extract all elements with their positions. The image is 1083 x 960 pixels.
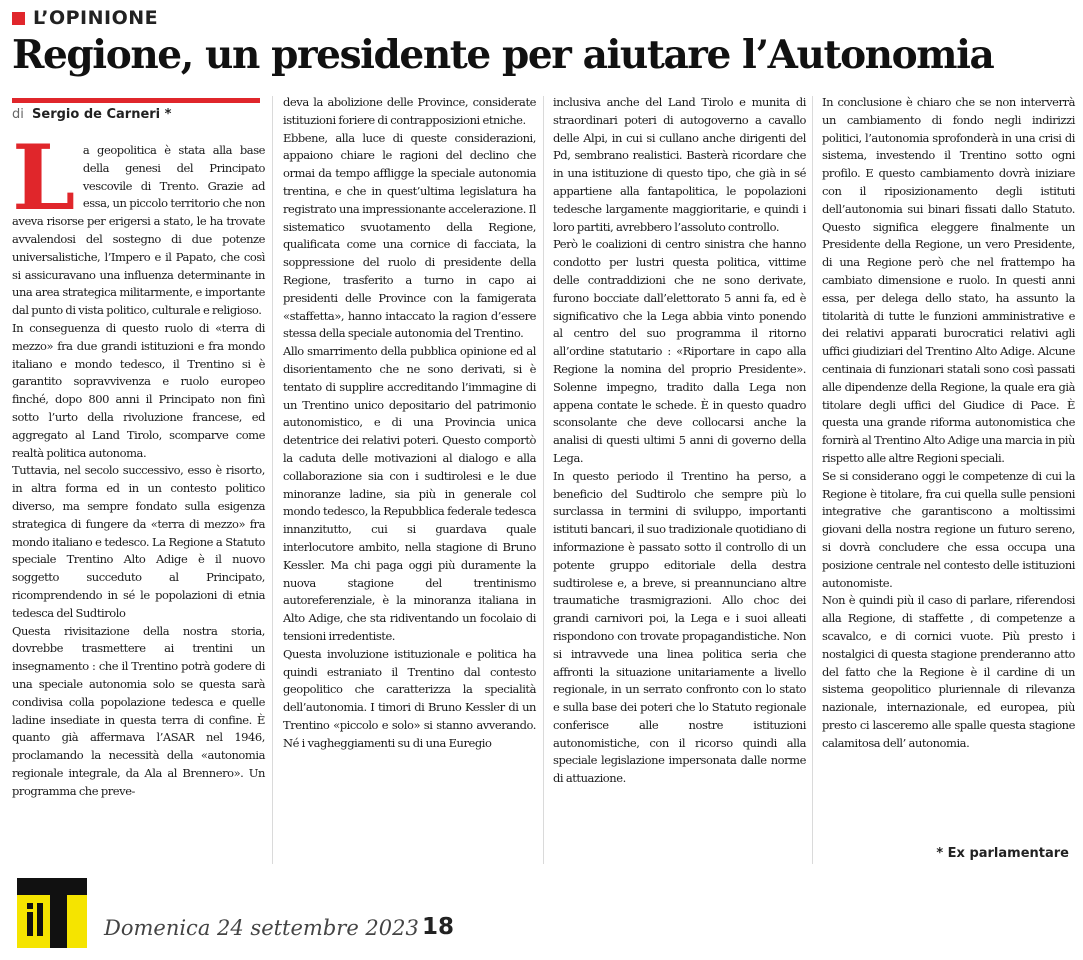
- paragraph: Non è quindi più il caso di parlare, riferendosi alla Regione, di staffette , di competenze a scavalco, e di cornici vuote. Più presto i nostalgici di questa stagione prenderanno atto del fatto che la Regione è il cardine di un sistema geopolitico pluriennale di rilevanza nazionale, internazionale, ed europea, più presto ci lasceremo alle spalle questa stagione calamitosa dell’ autonomia.: [822, 593, 1075, 750]
- paragraph: deva la abolizione delle Province, considerate istituzioni foriere di contrapposizioni etniche.: [283, 95, 536, 127]
- paragraph: In conseguenza di questo ruolo di «terra di mezzo» fra due grandi istituzioni e fra mondo italiano e mondo tedesco, il Trentino si è garantito sopravvivenza e ruolo europeo finché, dopo 800 anni il Principato non finì sotto l’urto della rivoluzione francese, ed aggregato al Land Tirolo, scomparve come realtà politica autonoma.: [12, 320, 265, 460]
- author-name: Sergio de Carneri *: [32, 107, 172, 122]
- paragraph: Tuttavia, nel secolo successivo, esso è risorto, in altra forma ed in un contesto politico diverso, ma sempre fondato sulla esigenza strategica di fungere da «terra di mezzo» fra mondo italiano e tedesco. La Regione a Statuto speciale Trentino Alto Adige è il nuovo soggetto succeduto al Principato, ricomprendendo in sé le popolazioni di etnia tedesca del Sudtirolo: [12, 463, 265, 620]
- byline-prefix: di: [12, 107, 24, 122]
- section-title: L’OPINIONE: [33, 7, 159, 29]
- logo-l-stem: [37, 903, 43, 936]
- logo-i-stem: [27, 912, 33, 936]
- article-headline: Regione, un presidente per aiutare l’Autonomia: [12, 32, 994, 78]
- issue-date: Domenica 24 settembre 2023: [104, 916, 419, 940]
- section-label: [12, 6, 158, 30]
- byline: [12, 107, 171, 122]
- logo-i-dot: [27, 903, 33, 909]
- column-divider: [812, 96, 813, 864]
- paragraph: Se si considerano oggi le competenze di cui la Regione è titolare, fra cui quella sulle pensioni integrative che garantiscono a moltissimi giovani della nostra regione un futuro sereno, si dovrà concludere che essa occupa una posizione centrale nel contesto delle istituzioni autonomiste.: [822, 468, 1075, 590]
- paragraph: Ebbene, alla luce di queste considerazioni, appaiono chiare le ragioni del declino che ormai da tempo affligge la speciale autonomia trentina, e che in quest’ultima legislatura ha registrato una impressionante accelerazione. Il sistematico svuotamento della Regione, qualificata come una cornice di facciata, la soppressione del ruolo di presidente della Regione, trasferito a turno in capo ai presidenti delle Province con la famigerata «staffetta», hanno intaccato la ragion d’essere stessa della speciale autonomia del Trentino.: [283, 130, 536, 341]
- paragraph: Però le coalizioni di centro sinistra che hanno condotto per lustri questa politica, vittime delle contraddizioni che ne sono derivate, furono bocciate dall’elettorato 5 anni fa, ed è significativo che la Lega abbia vinto ponendo al centro del suo programma il ritorno all’ordine statutario : «Riportare in capo alla Regione la nomina del proprio Presidente». Solenne impegno, tradito dalla Lega non appena contate le schede. È in questo quadro sconsolante che deve collocarsi anche la analisi di questi ultimi 5 anni di governo della Lega.: [553, 237, 806, 465]
- article-column-2: [283, 94, 536, 752]
- paragraph: Questa involuzione istituzionale e politica ha quindi estraniato il Trentino dal contesto geopolitico che caratterizza la specialità dell’autonomia. I timori di Bruno Kessler di un Trentino «piccolo e solo» si stanno avverando. Né i vagheggiamenti su di una Euregio: [283, 646, 536, 750]
- column-divider: [543, 96, 544, 864]
- author-signature: * Ex parlamentare: [936, 846, 1069, 861]
- logo-t-stem: [50, 878, 67, 948]
- paragraph: a geopolitica è stata alla base della genesi del Principato vescovile di Trento. Grazie ad essa, un piccolo territorio che non aveva risorse per erigersi a stato, le ha trovate avvalendosi del sostegno di due potenze universalistiche, l’Impero e il Papato, che così si assicuravano una influenza determinante in una area strategica militarmente, e importante dal punto di vista politico, culturale e religioso.: [12, 143, 265, 318]
- page-number: 18: [422, 914, 455, 940]
- column-divider: [272, 96, 273, 864]
- paragraph: Questa rivisitazione della nostra storia, dovrebbe trasmettere ai trentini un insegnamento : che il Trentino potrà godere di una speciale autonomia solo se questa sarà condivisa colla popolazione tedesca e quelle ladine insediate in questa terra di confine. È quanto già affermava l’ASAR nel 1946, proclamando la necessità della «autonomia regionale integrale, da Ala al Brennero». Un programma che preve-: [12, 623, 265, 798]
- article-column-3: [553, 94, 806, 788]
- byline-red-bar: [12, 98, 260, 103]
- paragraph: In conclusione è chiaro che se non interverrà un cambiamento di fondo negli indirizzi politici, l’autonomia sprofonderà in una crisi di sistema, investendo il Trentino sotto ogni profilo. E questo cambiamento dovrà iniziare con il riposizionamento degli istituti dell’autonomia sui binari fissati dallo Statuto. Questo significa eleggere finalmente un Presidente della Regione, un vero Presidente, di una Regione però che nel frattempo ha cambiato dimensione e ruolo. In questi anni essa, per delega dello stato, ha assunto la titolarità di tutte le funzioni amministrative e dei relativi apparati burocratici relativi agli uffici giudiziari del Trentino Alto Adige. Alcune centinaia di funzionari statali sono così passati alle dipendenze della Regione, la quale era già titolare degli uffici del Giudice di Pace. È questa una grande riforma autonomistica che fornirà al Trentino Alto Adige una marcia in più rispetto alle altre Regioni speciali.: [822, 95, 1075, 465]
- drop-cap: L: [12, 125, 75, 231]
- article-column-4: [822, 94, 1075, 752]
- article-column-1: [12, 125, 265, 800]
- paragraph: Allo smarrimento della pubblica opinione ed al disorientamento che ne sono derivati, si è tentato di supplire accreditando l’immagine di un Trentino unico depositario del patrimonio autonomistico, e di una Provincia unica detentrice dei relativi poteri. Questo comportò la caduta delle motivazioni al dialogo e alla collaborazione sia con i sudtirolesi e le due minoranze ladine, sia più in generale col mondo tedesco, la Repubblica federale tedesca innanzitutto, cui si guardava quale interlocutore ambito, nella stagione di Bruno Kessler. Ma chi paga oggi più duramente la nuova stagione del trentinismo autoreferenziale, è la minoranza italiana in Alto Adige, che sta ridiventando un focolaio di tensioni irredentiste.: [283, 344, 536, 643]
- paragraph: In questo periodo il Trentino ha perso, a beneficio del Sudtirolo che sempre più lo surclassa in termini di sviluppo, importanti istituti bancari, il suo tradizionale quotidiano di informazione è passato sotto il controllo di un potente gruppo editoriale della destra sudtirolese e, a breve, si preannunciano altre traumatiche trasmigrazioni. Allo choc dei grandi carnivori poi, la Lega e i suoi alleati rispondono con trovate propagandistiche. Non si intravvede una linea politica seria che affronti la situazione unitariamente a livello regionale, in un serrato confronto con lo stato e sulla base dei poteri che lo Statuto regionale conferisce alle nostre istituzioni autonomistiche, con il ricorso quindi alla speciale legislazione impersonata dalle norme di attuazione.: [553, 468, 806, 786]
- section-marker-square: [12, 12, 25, 25]
- newspaper-logo: [17, 878, 87, 948]
- paragraph: inclusiva anche del Land Tirolo e munita di straordinari poteri di autogoverno a cavallo delle Alpi, in cui si cullano anche dirigenti del Pd, sembrano realistici. Basterà ricordare che in una istituzione di questo tipo, che già in sé appartiene alla fantapolitica, le popolazioni tedesche largamente maggioritarie, e quindi i loro partiti, avrebbero l’assoluto controllo.: [553, 95, 806, 234]
